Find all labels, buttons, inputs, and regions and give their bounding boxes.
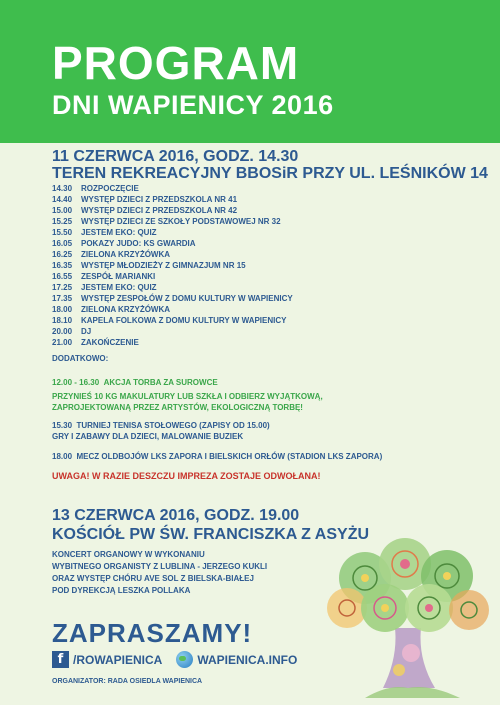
page-title: PROGRAM <box>52 37 300 89</box>
schedule-event: KAPELA FOLKOWA Z DOMU KULTURY W WAPIENICY <box>81 316 287 325</box>
schedule-event: DJ <box>81 327 92 336</box>
match-time: 18.00 <box>52 452 73 461</box>
schedule-event: WYSTĘP MŁODZIEŻY Z GIMNAZJUM NR 15 <box>81 261 246 270</box>
schedule-time: 21.00 <box>52 338 73 347</box>
schedule-event: ZAKOŃCZENIE <box>81 338 139 347</box>
schedule-time: 15.00 <box>52 206 73 215</box>
tennis-text: TURNIEJ TENISA STOŁOWEGO (ZAPISY OD 15.00) <box>76 421 270 430</box>
schedule-row <box>52 337 293 348</box>
day2-venue: KOŚCIÓŁ PW ŚW. FRANCISZKA Z ASYŻU <box>52 526 370 543</box>
schedule-event: ZESPÓŁ MARIANKI <box>81 272 156 281</box>
schedule-time: 18.10 <box>52 316 73 325</box>
schedule-event: POKAZY JUDO: KS GWARDIA <box>81 239 196 248</box>
day2-desc-2: WYBITNEGO ORGANISTY Z LUBLINA - JERZEGO KUKLI <box>52 562 268 571</box>
tennis-line <box>52 420 270 431</box>
schedule-row <box>52 216 293 227</box>
schedule-event: WYSTĘP DZIECI Z PRZEDSZKOLA NR 42 <box>81 206 238 215</box>
match-text: MECZ OLDBOJÓW LKS ZAPORA I BIELSKICH ORŁÓW (STADION LKS ZAPORA) <box>76 452 383 461</box>
day2-date: 13 CZERWCA 2016, GODZ. 19.00 <box>52 507 300 524</box>
schedule-event: WYSTĘP DZIECI Z PRZEDSZKOLA NR 41 <box>81 195 238 204</box>
schedule-time: 17.25 <box>52 283 73 292</box>
action-text: AKCJA TORBA ZA SUROWCE <box>103 378 218 387</box>
schedule-row <box>52 271 293 282</box>
schedule-time: 16.25 <box>52 250 73 259</box>
day1-date: 11 CZERWCA 2016, GODZ. 14.30 <box>52 148 299 165</box>
day2-desc-1: KONCERT ORGANOWY W WYKONANIU <box>52 550 205 559</box>
schedule-time: 15.25 <box>52 217 73 226</box>
action-desc-1: PRZYNIEŚ 10 KG MAKULATURY LUB SZKŁA I ODBIERZ WYJĄTKOWĄ, <box>52 392 323 401</box>
schedule-time: 16.55 <box>52 272 73 281</box>
extra-label: DODATKOWO: <box>52 354 109 363</box>
schedule-row <box>52 282 293 293</box>
schedule-row <box>52 194 293 205</box>
schedule-event: WYSTĘP DZIECI ZE SZKOŁY PODSTAWOWEJ NR 32 <box>81 217 281 226</box>
schedule-time: 16.05 <box>52 239 73 248</box>
schedule-event: WYSTĘP ZESPOŁÓW Z DOMU KULTURY W WAPIENICY <box>81 294 293 303</box>
tree-illustration <box>325 538 495 703</box>
schedule-event: ZIELONA KRZYŻÓWKA <box>81 305 171 314</box>
day1-venue: TEREN REKREACYJNY BBOSiR PRZY UL. LEŚNIKÓW 14 <box>52 165 488 182</box>
schedule-time: 18.00 <box>52 305 73 314</box>
schedule-row <box>52 315 293 326</box>
organizer: ORGANIZATOR: RADA OSIEDLA WAPIENICA <box>52 678 203 685</box>
schedule-row <box>52 326 293 337</box>
schedule-event: JESTEM EKO: QUIZ <box>81 283 157 292</box>
action-line <box>52 377 218 388</box>
schedule-list <box>52 183 293 348</box>
tennis-time: 15.30 <box>52 421 73 430</box>
schedule-time: 14.30 <box>52 184 73 193</box>
schedule-row <box>52 238 293 249</box>
day2-desc-4: POD DYREKCJĄ LESZKA POLLAKA <box>52 586 191 595</box>
games-line: GRY I ZABAWY DLA DZIECI, MALOWANIE BUZIEK <box>52 432 244 441</box>
facebook-link[interactable]: /ROWAPIENICA <box>73 652 163 667</box>
day2-desc-3: ORAZ WYSTĘP CHÓRU AVE SOL Z BIELSKA-BIAŁEJ <box>52 574 254 583</box>
schedule-time: 17.35 <box>52 294 73 303</box>
schedule-row <box>52 227 293 238</box>
action-desc-2: ZAPROJEKTOWANĄ PRZEZ ARTYSTÓW, EKOLOGICZNĄ TORBĘ! <box>52 403 303 412</box>
page-subtitle: DNI WAPIENICY 2016 <box>52 90 334 120</box>
schedule-time: 15.50 <box>52 228 73 237</box>
schedule-row <box>52 183 293 194</box>
schedule-row <box>52 293 293 304</box>
schedule-row <box>52 260 293 271</box>
match-line <box>52 451 382 462</box>
globe-icon[interactable] <box>176 651 193 668</box>
schedule-event: ZIELONA KRZYŻÓWKA <box>81 250 171 259</box>
schedule-event: JESTEM EKO: QUIZ <box>81 228 157 237</box>
action-time: 12.00 - 16.30 <box>52 378 100 387</box>
rain-warning: UWAGA! W RAZIE DESZCZU IMPREZA ZOSTAJE ODWOŁANA! <box>52 471 321 481</box>
schedule-row <box>52 205 293 216</box>
schedule-time: 14.40 <box>52 195 73 204</box>
schedule-row <box>52 304 293 315</box>
schedule-time: 16.35 <box>52 261 73 270</box>
facebook-icon[interactable]: f <box>52 651 69 668</box>
schedule-time: 20.00 <box>52 327 73 336</box>
invite-heading: ZAPRASZAMY! <box>52 618 253 648</box>
social-links <box>52 651 297 668</box>
schedule-event: ROZPOCZĘCIE <box>81 184 139 193</box>
schedule-row <box>52 249 293 260</box>
header-banner <box>0 0 500 143</box>
website-link[interactable]: WAPIENICA.INFO <box>197 652 298 667</box>
